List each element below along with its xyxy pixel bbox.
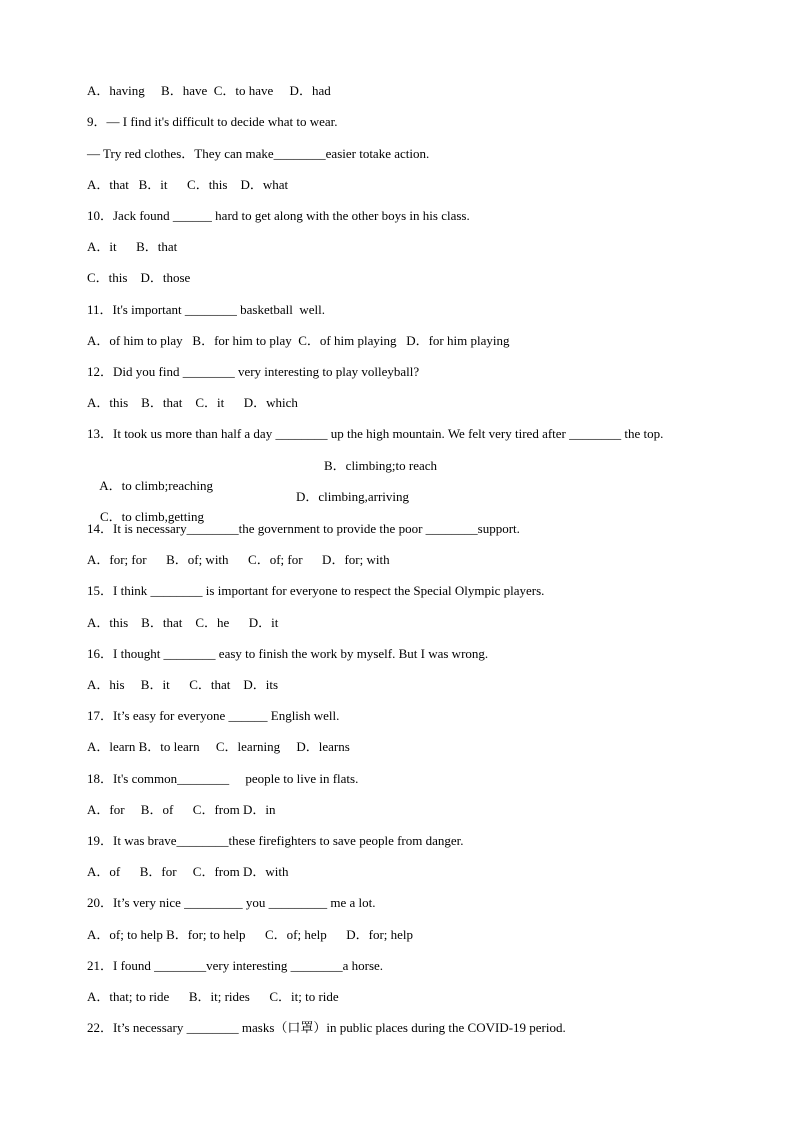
- question-line: [87, 206, 470, 226]
- options-text: A．for; for B．of; with C．of; for D．for; with: [87, 552, 390, 567]
- question-line: [87, 581, 544, 601]
- options-line: [87, 331, 509, 351]
- question-line: [87, 831, 464, 851]
- options-text: A．of; to help B．for; to help C．of; help D．for; help: [87, 927, 414, 942]
- options-line: [87, 737, 350, 757]
- options-line: [87, 237, 177, 257]
- question-line: [87, 893, 376, 913]
- question-text: — Try red clothes．They can make________easier totake action.: [87, 146, 430, 161]
- question-text: 15．I think ________ is important for everyone to respect the Special Olympic players.: [87, 583, 545, 598]
- question-line: [87, 644, 488, 664]
- options-line: [87, 987, 339, 1007]
- options-text: A．of B．for C．from D．with: [87, 864, 289, 879]
- question-text: 10．Jack found ______ hard to get along with the other boys in his class.: [87, 208, 470, 223]
- question-text: 20．It’s very nice _________ you _________ me a lot.: [87, 895, 376, 910]
- options-line: [87, 925, 413, 945]
- question-line: [87, 144, 429, 164]
- question-text: 9．— I find it's difficult to decide what to wear.: [87, 114, 338, 129]
- options-line: [87, 81, 331, 101]
- options-text: A．this B．that C．he D．it: [87, 615, 279, 630]
- question-text: 16．I thought ________ easy to finish the work by myself. But I was wrong.: [87, 646, 489, 661]
- question-text: 13．It took us more than half a day ________ up the high mountain. We felt very tired after ________ the top.: [87, 426, 664, 441]
- question-line: [87, 1018, 566, 1038]
- question-line: [87, 956, 383, 976]
- options-text: A．having B．have C．to have D．had: [87, 83, 331, 98]
- options-line: [87, 550, 390, 570]
- question-text: 22．It’s necessary ________ masks（口罩）in public places during the COVID-19 period.: [87, 1020, 566, 1035]
- options-line: [87, 862, 289, 882]
- question-line: [87, 112, 338, 132]
- options-line: [87, 613, 278, 633]
- options-line: [87, 487, 727, 524]
- options-text: A．that; to ride B．it; rides C．it; to ride: [87, 989, 339, 1004]
- options-line: [87, 268, 190, 288]
- question-line: [87, 300, 325, 320]
- options-text: A．his B．it C．that D．its: [87, 677, 279, 692]
- question-line: [87, 706, 339, 726]
- option-d: D．climbing,arriving: [296, 489, 410, 504]
- question-line: [87, 519, 520, 539]
- options-text: A．for B．of C．from D．in: [87, 802, 276, 817]
- options-text: A．learn B．to learn C．learning D．learns: [87, 739, 350, 754]
- question-text: 11．It's important ________ basketball well.: [87, 302, 325, 317]
- options-line: [87, 393, 298, 413]
- option-c: C．to climb,getting: [100, 509, 204, 524]
- question-line: [87, 769, 358, 789]
- options-line: [87, 800, 276, 820]
- question-text: 12．Did you find ________ very interesting to play volleyball?: [87, 364, 420, 379]
- options-line: [87, 175, 288, 195]
- options-text: A．this B．that C．it D．which: [87, 395, 298, 410]
- options-line: [87, 456, 727, 493]
- options-text: A．that B．it C．this D．what: [87, 177, 289, 192]
- options-line: [87, 675, 278, 695]
- options-text: C．this D．those: [87, 270, 191, 285]
- options-text: A．it B．that: [87, 239, 178, 254]
- options-text: A．of him to play B．for him to play C．of him playing D．for him playing: [87, 333, 510, 348]
- question-text: 14．It is necessary________the government to provide the poor ________support.: [87, 521, 520, 536]
- question-line: [87, 362, 419, 382]
- question-text: 17．It’s easy for everyone ______ English well.: [87, 708, 340, 723]
- question-text: 21．I found ________very interesting ________a horse.: [87, 958, 384, 973]
- option-a: A．to climb;reaching: [99, 478, 214, 493]
- option-b: B．climbing;to reach: [324, 458, 438, 473]
- question-text: 19．It was brave________these firefighters to save people from danger.: [87, 833, 464, 848]
- question-line: [87, 424, 663, 444]
- question-text: 18．It's common________ people to live in flats.: [87, 771, 359, 786]
